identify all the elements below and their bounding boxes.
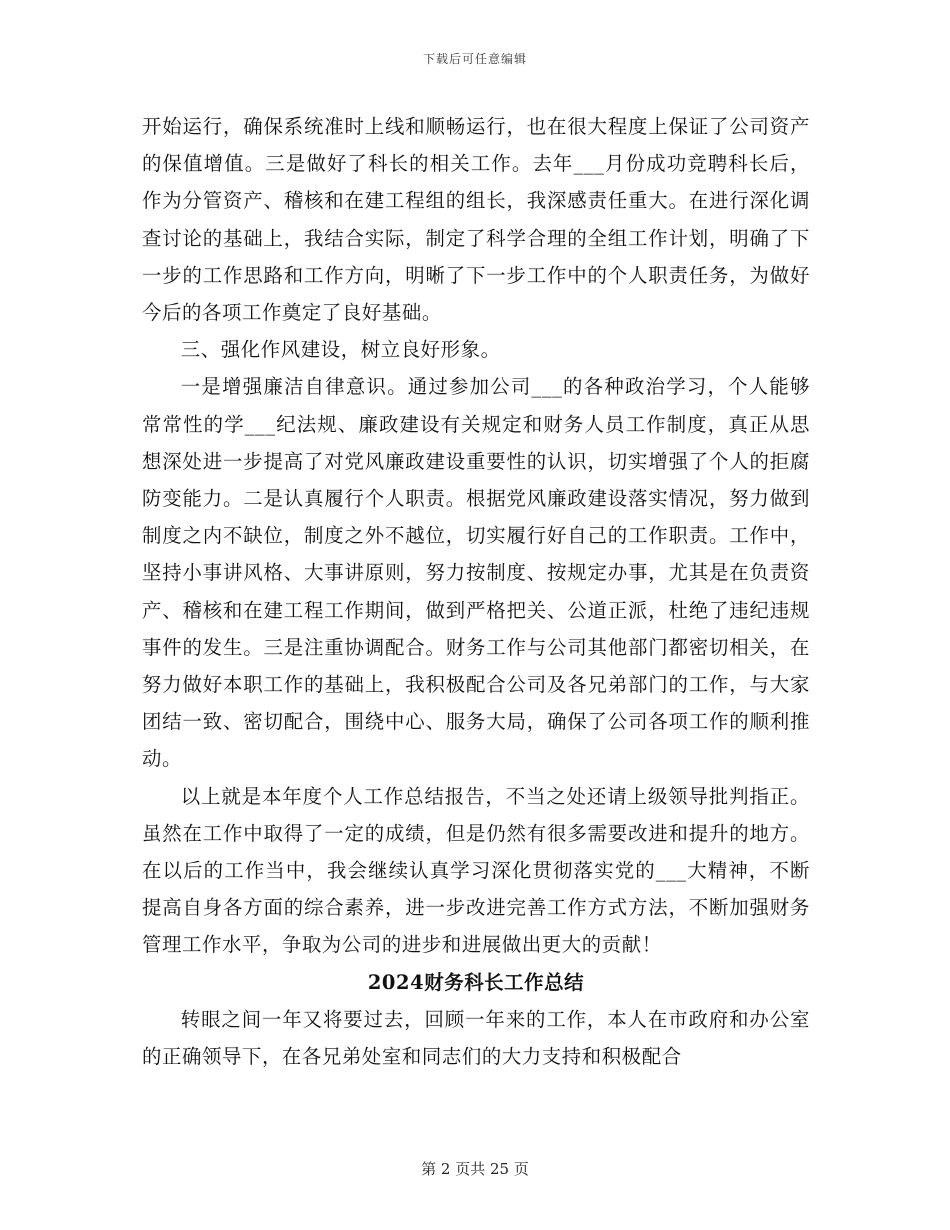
page-header: 下载后可任意编辑 [422, 52, 527, 66]
paragraph-continuation: 开始运行，确保系统准时上线和顺畅运行，也在很大程度上保证了公司资产的保值增值。三是做好了科长的相关工作。去年___月份成功竞聘科长后，作为分管资产、稽核和在建工程组的组长，我深感责任重大。在进行深化调查讨论的基础上，我结合实际，制定了科学合理的全组工作计划，明确了下一步的工作思路和工作方向，明晰了下一步工作中的个人职责任务，为做好今后的各项工作奠定了良好基础。 [142, 115, 810, 325]
paragraph-conclusion: 以上就是本年度个人工作总结报告，不当之处还请上级领导批判指正。虽然在工作中取得了一定的成绩，但是仍然有很多需要改进和提升的地方。在以后的工作当中，我会继续认真学习深化贯彻落实党的___大精神，不断提高自身各方面的综合素养，进一步改进完善工作方式方法，不断加强财务管理工作水平，争取为公司的进步和进展做出更大的贡献！ [142, 784, 810, 957]
section-heading-three: 三、强化作风建设，树立良好形象。 [180, 338, 501, 362]
document-body [142, 108, 810, 1075]
paragraph-integrity: 一是增强廉洁自律意识。通过参加公司___的各种政治学习，个人能够常常性的学___纪法规、廉政建设有关规定和财务人员工作制度，真正从思想深处进一步提高了对党风廉政建设重要性的认识，切实增强了个人的拒腐防变能力。二是认真履行个人职责。根据党风廉政建设落实情况，努力做到制度之内不缺位，制度之外不越位，切实履行好自己的工作职责。工作中，坚持小事讲风格、大事讲原则，努力按制度、按规定办事，尤其是在负责资产、稽核和在建工程工作期间，做到严格把关、公道正派，杜绝了违纪违规事件的发生。三是注重协调配合。财务工作与公司其他部门都密切相关，在努力做好本职工作的基础上，我积极配合公司及各兄弟部门的工作，与大家团结一致、密切配合，围绕中心、服务大局，确保了公司各项工作的顺利推动。 [142, 375, 810, 771]
paragraph-intro: 转眼之间一年又将要过去，回顾一年来的工作，本人在市政府和办公室的正确领导下，在各兄弟处室和同志们的大力支持和积极配合 [142, 1007, 810, 1069]
section-title: 2024财务科长工作总结 [367, 970, 585, 994]
page-number: 第 2 页共 25 页 [421, 1160, 529, 1178]
